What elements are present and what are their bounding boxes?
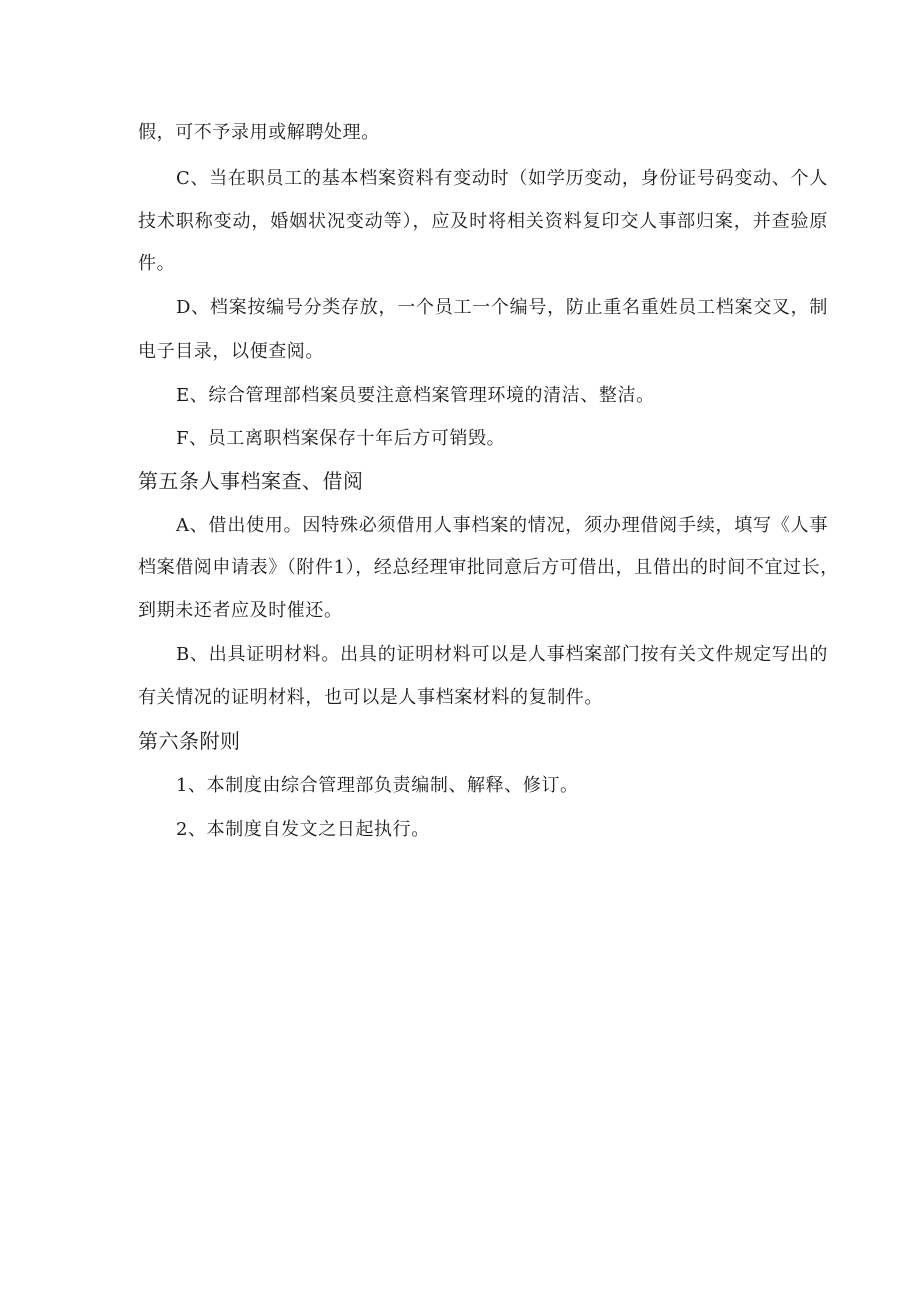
paragraph-c-line: C、当在职员工的基本档案资料有变动时（如学历变动，身份证号码变动、个人: [176, 168, 828, 189]
paragraph-c-line: 技术职称变动，婚姻状况变动等），应及时将相关资料复印交人事部归案，并查验原: [138, 211, 828, 232]
section-heading-5: 第五条人事档案查、借阅: [138, 469, 364, 493]
paragraph-a-line: 到期未还者应及时催还。: [138, 600, 343, 621]
paragraph-d-line: 电子目录，以便查阅。: [138, 341, 324, 362]
paragraph-b-line: B、出具证明材料。出具的证明材料可以是人事档案部门按有关文件规定写出的: [176, 644, 828, 665]
paragraph-b-line: 有关情况的证明材料，也可以是人事档案材料的复制件。: [138, 687, 603, 708]
paragraph-continuation-line: 假，可不予录用或解聘处理。: [138, 122, 380, 143]
list-item: 2、本制度自发文之日起执行。: [176, 819, 430, 840]
paragraph-d-line: D、档案按编号分类存放，一个员工一个编号，防止重名重姓员工档案交叉，制: [176, 297, 828, 318]
paragraph-c-line: 件。: [138, 253, 176, 274]
list-item: 1、本制度由综合管理部负责编制、解释、修订。: [176, 775, 579, 796]
paragraph-f-line: F、员工离职档案保存十年后方可销毁。: [176, 428, 506, 449]
paragraph-a-line: A、借出使用。因特殊必须借用人事档案的情况，须办理借阅手续，填写《人事: [176, 515, 828, 536]
section-heading-6: 第六条附则: [138, 729, 241, 753]
paragraph-e-line: E、综合管理部档案员要注意档案管理环境的清洁、整洁。: [176, 385, 655, 406]
paragraph-a-line: 档案借阅申请表》（附件1），经总经理审批同意后方可借出，且借出的时间不宜过长，: [138, 557, 839, 578]
